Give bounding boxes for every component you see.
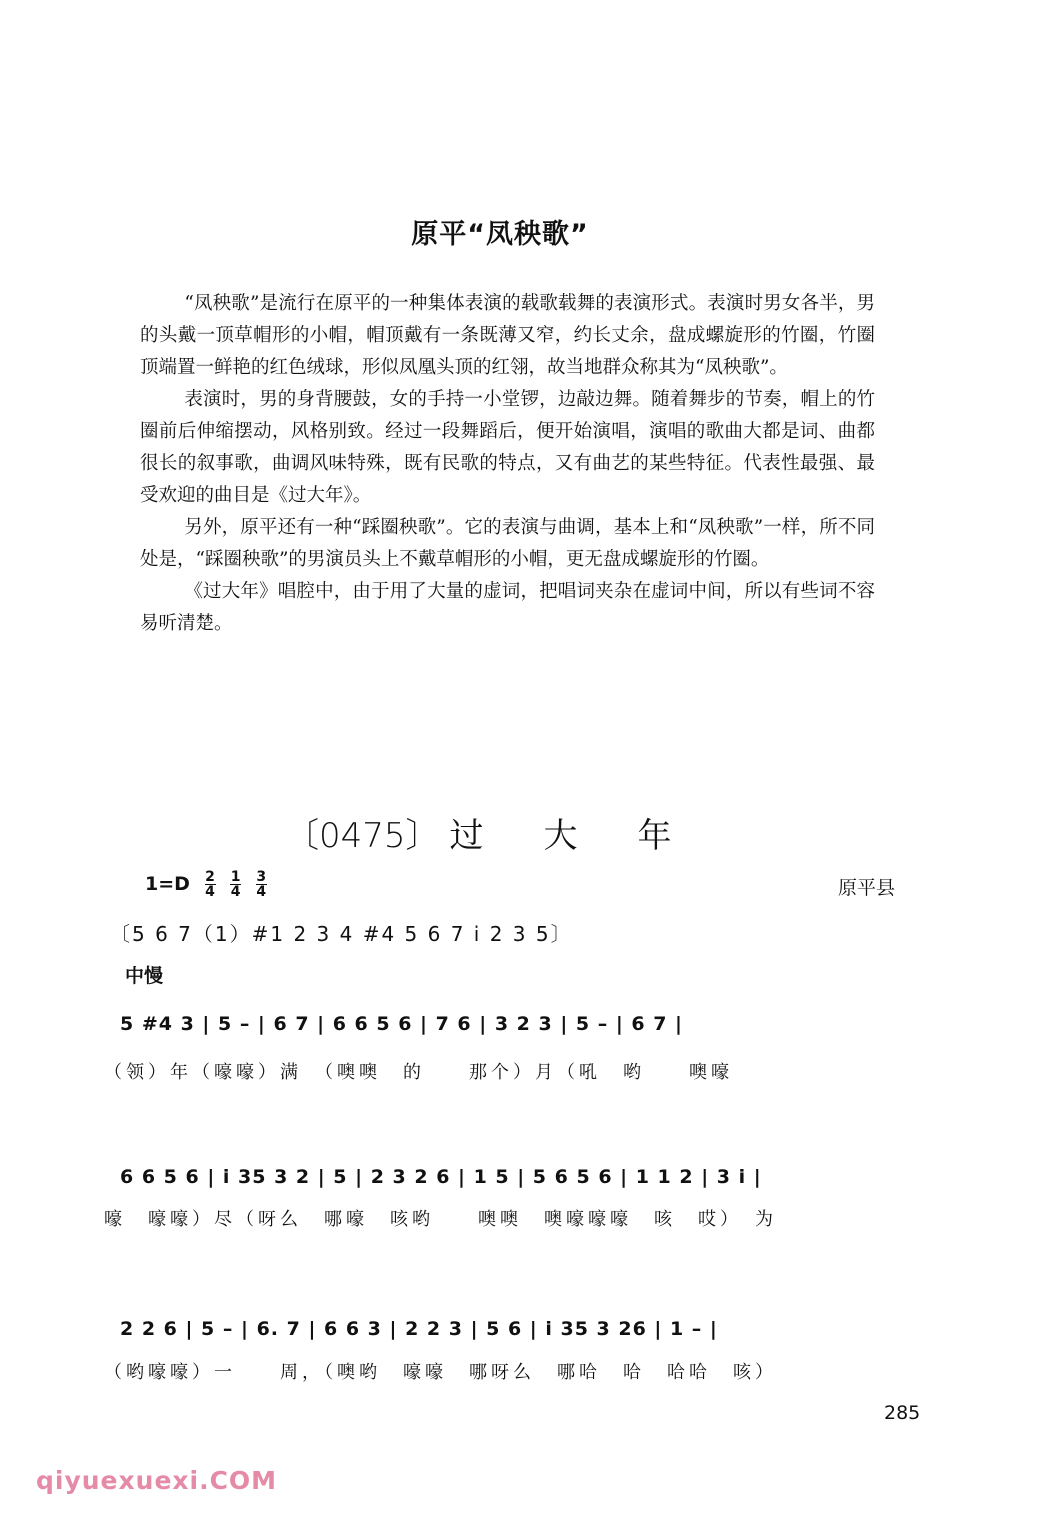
meter: $\frac{3}{4}$ [256,869,267,900]
song-title-char: 年 [637,816,672,856]
song-number: 〔0475〕 [285,816,440,856]
meter: $\frac{1}{4}$ [230,869,241,900]
song-title-char: 大 [543,816,578,856]
song-title-char: 过 [449,816,484,856]
intro-paragraph: 另外，原平还有一种“踩圈秧歌”。它的表演与曲调，基本上和“凤秧歌”一样，所不同处是，“踩圈秧歌”的男演员头上不戴草帽形的小帽，更无盘成螺旋形的竹圈。 [140,517,875,570]
page-number: 285 [884,1402,921,1424]
intro-paragraph: “凤秧歌”是流行在原平的一种集体表演的载歌载舞的表演形式。表演时男女各半，男的头戴一顶草帽形的小帽，帽顶戴有一条既薄又窄，约长丈余，盘成螺旋形的竹圈，竹圈顶端置一鲜艳的红色绒球，形似凤凰头顶的红翎，故当地群众称其为“凤秧歌”。 [140,293,875,378]
scale-notation: 〔5 6 7（1）#1 2 3 4 #4 5 6 7 i 2 3 5〕 [110,922,573,946]
lyric-line: （哟嚎嚎）一 周，（噢哟 嚎嚎 哪呀么 哪哈 哈 哈哈 咳） [104,1362,777,1383]
watermark: qiyuexuexi.COM [36,1466,278,1495]
intro-text [140,288,875,640]
notation-line: 6 6 5 6 | i 35 3 2 | 5 | 2 3 2 6 | 1 5 | 5 6 5 6 | 1 1 2 | 3 i | [120,1166,762,1188]
page-title: 原平“凤秧歌” [411,219,589,250]
lyric-line: 嚎 嚎嚎）尽（呀么 哪嚎 咳哟 噢噢 噢嚎嚎嚎 咳 哎） 为 [104,1209,777,1230]
notation-line: 2 2 6 | 5 – | 6. 7 | 6 6 3 | 2 2 3 | 5 6 | i 35 3 26 | 1 – | [120,1318,718,1340]
notation-line: 5 #4 3 | 5 – | 6 7 | 6 6 5 6 | 7 6 | 3 2 3 | 5 – | 6 7 | [120,1013,683,1035]
key-signature [145,870,267,899]
song-title [285,808,732,857]
intro-paragraph: 表演时，男的身背腰鼓，女的手持一小堂锣，边敲边舞。随着舞步的节奏，帽上的竹圈前后伸缩摆动，风格别致。经过一段舞蹈后，便开始演唱，演唱的歌曲大都是词、曲都很长的叙事歌，曲调风味特殊，既有民歌的特点，又有曲艺的某些特征。代表性最强、最受欢迎的曲目是《过大年》。 [140,389,875,506]
tempo-marking: 中慢 [125,965,164,987]
key: 1=D [145,873,190,895]
song-origin: 原平县 [838,877,896,899]
meter: $\frac{2}{4}$ [205,869,215,900]
intro-paragraph: 《过大年》唱腔中，由于用了大量的虚词，把唱词夹杂在虚词中间，所以有些词不容易听清楚。 [140,581,875,634]
lyric-line: （领）年（嚎嚎）满 （噢噢 的 那个）月（吼 哟 噢嚎 [104,1062,733,1083]
